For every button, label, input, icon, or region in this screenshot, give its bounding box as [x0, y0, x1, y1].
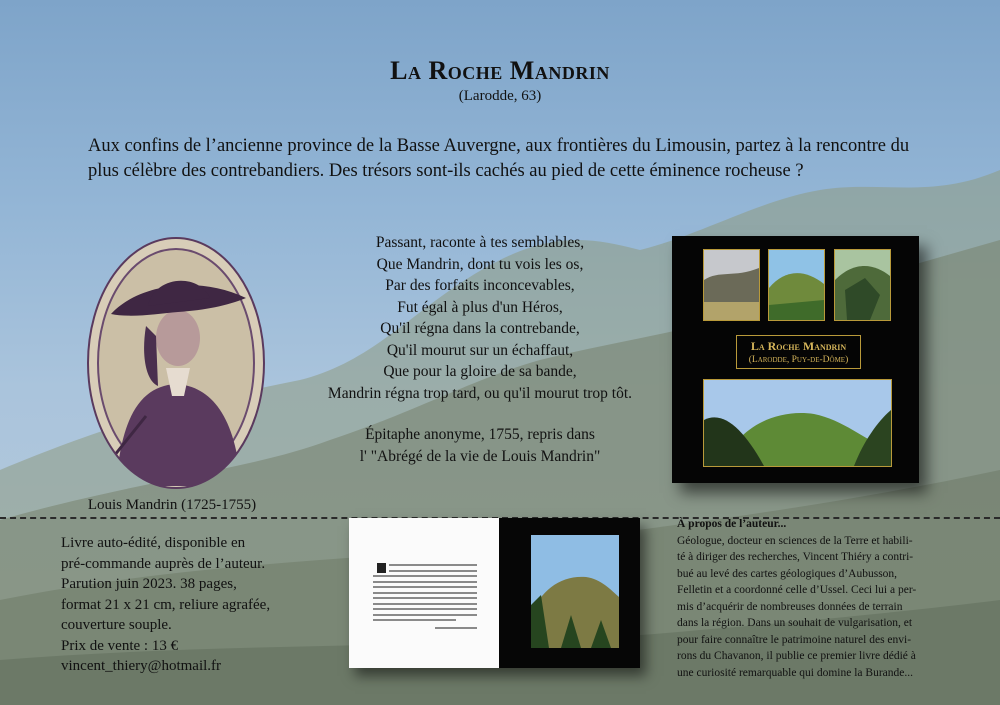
intro-paragraph: Aux confins de l’ancienne province de la Basse Auvergne, aux frontières du Limousin, partez à la rencontre du plus célèbre des contrebandiers. Des trésors sont-ils cachés au pied de cette éminence rocheuse ? [88, 136, 910, 181]
poem-line: Mandrin régna trop tard, ou qu'il mourut trop tôt. [327, 384, 633, 402]
info-line: Parution juin 2023. 38 pages, [61, 576, 237, 592]
poem-line: Qu'il mourut sur un échaffaut, [386, 341, 574, 359]
cover-title-box [736, 335, 861, 369]
book-spread [349, 518, 640, 668]
cover-photo-rock [834, 249, 891, 321]
poem-attribution-source: l' "Abrégé de la vie de Louis Mandrin" [359, 447, 601, 465]
poem-line: Qu'il régna dans la contrebande, [380, 320, 580, 337]
poem-line: Que Mandrin, dont tu vois les os, [376, 255, 584, 273]
book-info [61, 533, 331, 677]
cover-photo-summit [703, 379, 892, 467]
spread-photo-page [499, 518, 640, 668]
poem-attribution: Épitaphe anonyme, 1755, repris dans [365, 426, 595, 443]
about-line: bué au levé des cartes géologiques d’Aubusson, [677, 567, 898, 580]
spread-text-lines [373, 564, 477, 633]
cover-photo-valley [703, 249, 760, 321]
spread-photo [531, 535, 619, 648]
about-line: mis d’acquérir de nombreuses données de terrain [677, 600, 903, 613]
info-line: couverture souple. [61, 617, 172, 633]
about-title: À propos de l’auteur... [677, 518, 787, 530]
about-line: une curiosité remarquable qui domine la Burande... [677, 666, 913, 679]
author-email: vincent_thiery@hotmail.fr [61, 658, 222, 674]
page-subtitle: (Larodde, 63) [458, 88, 542, 104]
about-line: Felletin et a coordonné celle d’Ussel. Ceci lui a per- [677, 584, 917, 596]
cover-subtitle: (Larodde, Puy-de-Dôme) [748, 355, 849, 365]
poem-line: Que pour la gloire de sa bande, [383, 363, 577, 380]
portrait-caption: Louis Mandrin (1725-1755) [87, 497, 257, 513]
info-line: pré-commande auprès de l’auteur. [61, 555, 266, 572]
about-line: Géologue, docteur en sciences de la Terre et habili- [677, 534, 913, 547]
page-title: La Roche Mandrin [390, 56, 610, 85]
poem-line: Fut égal à plus d'un Héros, [397, 298, 563, 316]
info-line: Livre auto-édité, disponible en [61, 535, 246, 551]
portrait-engraving [86, 236, 266, 490]
info-line: format 21 x 21 cm, reliure agrafée, [61, 596, 271, 613]
poem [310, 232, 650, 467]
about-line: té à diriger des recherches, Vincent Thiéry a contri- [677, 551, 914, 563]
about-line: pour faire connaître le patrimoine naturel des envi- [677, 633, 912, 646]
about-author [677, 516, 977, 681]
cover-title: La Roche Mandrin [750, 339, 847, 353]
about-line: dans la région. Dans un souhait de vulgarisation, et [677, 617, 913, 629]
poem-line: Par des forfaits inconcevables, [385, 277, 575, 294]
cover-photo-hill [768, 249, 825, 321]
spread-text-page [349, 518, 499, 668]
poem-line: Passant, raconte à tes semblables, [375, 234, 585, 251]
about-line: rons du Chavanon, il publie ce premier livre dédié à [677, 650, 916, 662]
price-line: Prix de vente : 13 € [61, 637, 179, 654]
